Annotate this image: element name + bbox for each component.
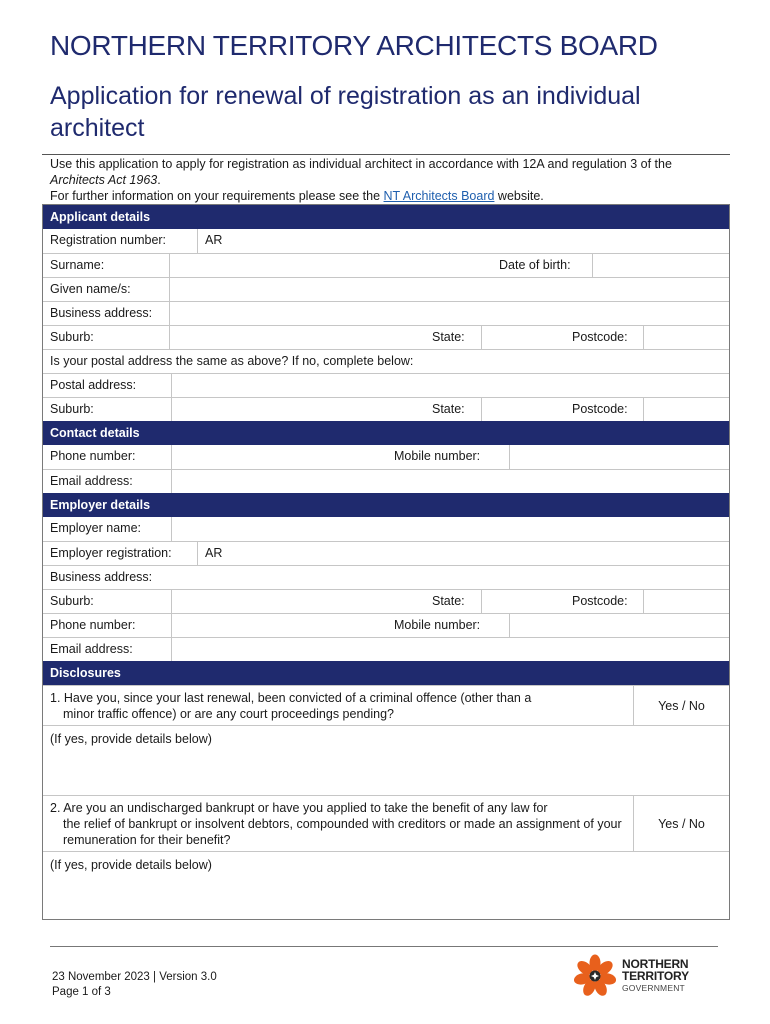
date-of-birth-label: Date of birth: (499, 258, 571, 272)
postal-postcode-field[interactable] (643, 398, 729, 421)
logo-wordmark: NORTHERN TERRITORY (622, 957, 689, 983)
employer-phone-row (43, 613, 729, 637)
footer (52, 970, 217, 1000)
employer-suburb-field[interactable] (171, 590, 425, 613)
act-name: Architects Act 1963 (50, 173, 158, 187)
nt-government-logo (572, 952, 712, 1000)
postal-state-label: State: (432, 402, 465, 416)
postal-address-label: Postal address: (50, 378, 137, 392)
disclosure-question-1 (43, 685, 729, 725)
employer-name-field[interactable] (171, 517, 729, 541)
question-1-text: 1. Have you, since your last renewal, been convicted of a criminal offence (other than a minor traffic offence) or are any court proceedings pending? (50, 691, 532, 721)
page-title: Application for renewal of registration as an individual architect (50, 82, 641, 142)
footer-date-version: 23 November 2023 | Version 3.0 (52, 971, 217, 983)
surname-row (43, 253, 729, 277)
registration-number-field[interactable]: AR (197, 229, 729, 253)
employer-name-row (43, 517, 729, 541)
footer-page-number: Page 1 of 3 (52, 986, 111, 998)
phone-label: Phone number: (50, 449, 136, 463)
footer-divider (50, 946, 718, 947)
postal-question: Is your postal address the same as above? If no, complete below: (50, 354, 414, 368)
employer-email-field[interactable] (171, 638, 729, 661)
employer-phone-field[interactable] (171, 614, 387, 637)
disclosure-question-2 (43, 795, 729, 851)
surname-field[interactable] (169, 254, 492, 277)
contact-email-row (43, 469, 729, 493)
postal-suburb-label: Suburb: (50, 402, 94, 416)
employer-mobile-field[interactable] (509, 614, 729, 637)
business-address-label: Business address: (50, 306, 153, 320)
suburb-label: Suburb: (50, 330, 94, 344)
postcode-label: Postcode: (572, 330, 628, 344)
employer-state-field[interactable] (481, 590, 565, 613)
question-2-details-box[interactable]: (If yes, provide details below) (43, 851, 729, 919)
section-disclosures: Disclosures (43, 661, 729, 685)
employer-registration-row (43, 541, 729, 565)
employer-business-address-label: Business address: (50, 570, 153, 584)
question-1-yes-no[interactable]: Yes / No (633, 686, 729, 725)
postal-address-field[interactable] (171, 374, 729, 397)
business-address-row (43, 301, 729, 325)
question-1-details-box[interactable]: (If yes, provide details below) (43, 725, 729, 795)
given-names-label: Given name/s: (50, 282, 131, 296)
employer-email-label: Email address: (50, 642, 133, 656)
employer-suburb-row (43, 589, 729, 613)
postal-address-row (43, 373, 729, 397)
suburb-row (43, 325, 729, 349)
state-label: State: (432, 330, 465, 344)
postal-state-field[interactable] (481, 398, 565, 421)
phone-field[interactable] (171, 445, 387, 469)
question-2-yes-no[interactable]: Yes / No (633, 796, 729, 851)
registration-number-row (43, 229, 729, 253)
employer-mobile-label: Mobile number: (394, 618, 481, 632)
given-names-field[interactable] (169, 278, 729, 301)
registration-number-label: Registration number: (50, 233, 167, 247)
surname-label: Surname: (50, 258, 105, 272)
nt-architects-board-link[interactable]: NT Architects Board (383, 189, 495, 203)
logo-government: GOVERNMENT (622, 983, 685, 993)
state-field[interactable] (481, 326, 565, 349)
employer-postcode-field[interactable] (643, 590, 729, 613)
employer-registration-label: Employer registration: (50, 546, 172, 560)
given-names-row (43, 277, 729, 301)
intro-text (50, 156, 730, 204)
intro-line-2: For further information on your requirements please see the NT Architects Board website. (50, 189, 544, 203)
employer-email-row (43, 637, 729, 661)
email-field[interactable] (171, 470, 729, 493)
postal-suburb-field[interactable] (171, 398, 425, 421)
contact-phone-row (43, 445, 729, 469)
business-address-field[interactable] (169, 302, 729, 325)
mobile-label: Mobile number: (394, 449, 481, 463)
intro-line-1: Use this application to apply for registration as individual architect in accordance with 12A and regulation 3 of the Architects Act 1963. (50, 157, 672, 187)
board-name: NORTHERN TERRITORY ARCHITECTS BOARD (50, 30, 658, 61)
suburb-field[interactable] (169, 326, 425, 349)
employer-suburb-label: Suburb: (50, 594, 94, 608)
application-form (42, 204, 730, 920)
section-contact-details: Contact details (43, 421, 729, 445)
employer-name-label: Employer name: (50, 521, 142, 535)
postal-suburb-row (43, 397, 729, 421)
employer-postcode-label: Postcode: (572, 594, 628, 608)
email-label: Email address: (50, 474, 133, 488)
section-employer-details: Employer details (43, 493, 729, 517)
postal-question-row (43, 349, 729, 373)
employer-phone-label: Phone number: (50, 618, 136, 632)
postcode-field[interactable] (643, 326, 729, 349)
section-applicant-details: Applicant details (43, 205, 729, 229)
employer-registration-field[interactable]: AR (197, 542, 729, 565)
mobile-field[interactable] (509, 445, 729, 469)
postal-postcode-label: Postcode: (572, 402, 628, 416)
date-of-birth-field[interactable] (592, 254, 729, 277)
desert-rose-icon (572, 954, 618, 998)
employer-state-label: State: (432, 594, 465, 608)
top-divider (42, 154, 730, 155)
employer-business-address-row (43, 565, 729, 589)
question-2-text: 2. Are you an undischarged bankrupt or have you applied to take the benefit of any law for the relief of bankrupt or insolvent debtors, compounded with creditors or made an assignment of your remuneration for their benefit? (50, 801, 622, 847)
